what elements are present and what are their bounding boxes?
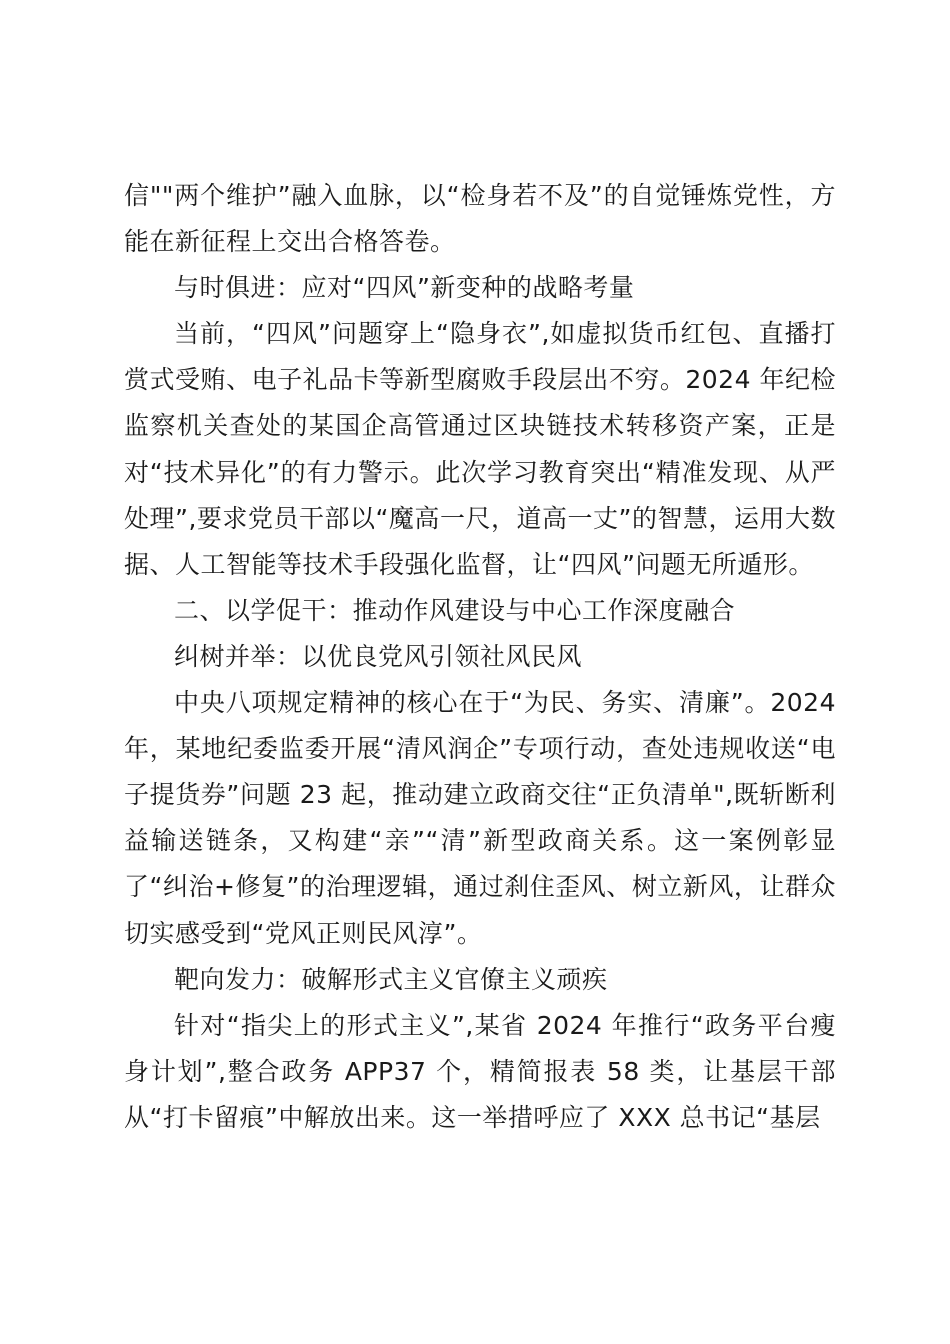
document-body [124,173,836,1141]
section-heading-two: 二、以学促干：推动作风建设与中心工作深度融合 [174,595,736,625]
paragraph-continued: 信""两个维护”融入血脉，以“检身若不及”的自觉锤炼党性，方能在新征程上交出合格答卷。 [124,181,836,257]
paragraph-fingertip-formalism: 针对“指尖上的形式主义”,某省 2024 年推行“政务平台瘦身计划”,整合政务 APP37 个，精简报表 58 类，让基层干部从“打卡留痕”中解放出来。这一举措呼应了 XXX 总书记“基层 [124,1010,836,1132]
subheading-keep-pace: 与时俱进：应对“四风”新变种的战略考量 [174,273,635,303]
paragraph-four-winds-variants: 当前，“四风”问题穿上“隐身衣”,如虚拟货币红包、直播打赏式受贿、电子礼品卡等新型腐败手段层出不穷。2024 年纪检监察机关查处的某国企高管通过区块链技术转移资产案，正是对“技术异化”的有力警示。此次学习教育突出“精准发现、从严处理”,要求党员干部以“魔高一尺，道高一丈”的智慧，运用大数据、人工智能等技术手段强化监督，让“四风”问题无所遁形。 [124,319,836,579]
paragraph-eight-rules: 中央八项规定精神的核心在于“为民、务实、清廉”。2024 年，某地纪委监委开展“清风润企”专项行动，查处违规收送“电子提货券”问题 23 起，推动建立政商交往“正负清单",既斩断利益输送链条，又构建“亲”“清”新型政商关系。这一案例彰显了“纠治+修复”的治理逻辑，通过刹住歪风、树立新风，让群众切实感受到“党风正则民风淳”。 [124,688,836,948]
subheading-correct-and-build: 纠树并举：以优良党风引领社风民风 [174,641,583,671]
subheading-targeted-effort: 靶向发力：破解形式主义官僚主义顽疾 [174,964,608,994]
